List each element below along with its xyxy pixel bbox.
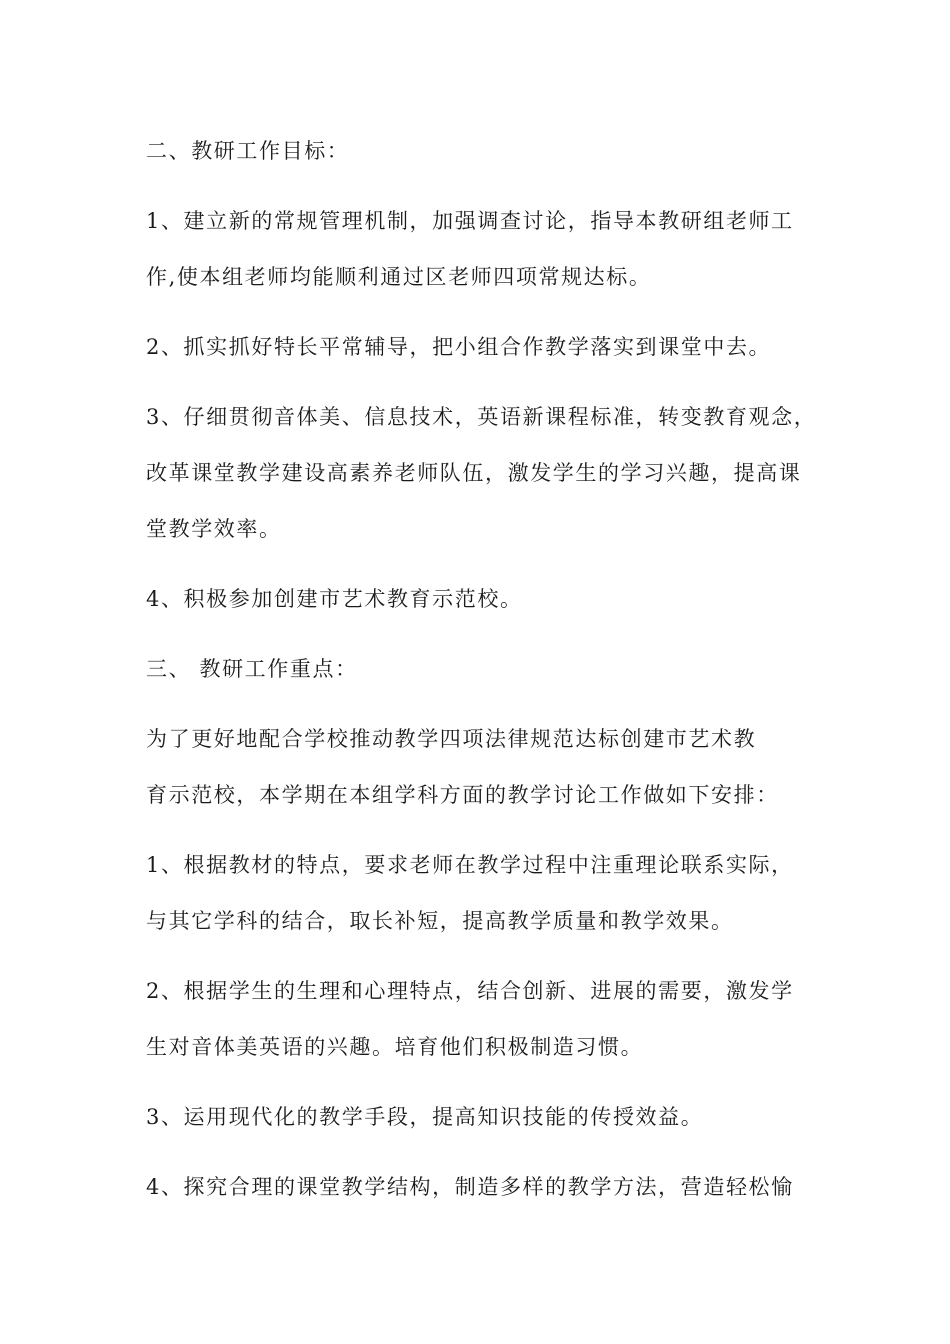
paragraph-line: 堂教学效率。 <box>146 517 282 541</box>
paragraph-line: 育示范校，本学期在本组学科方面的教学讨论工作做如下安排： <box>146 783 779 807</box>
paragraph-line: 1、建立新的常规管理机制，加强调查讨论，指导本教研组老师工 <box>146 209 794 233</box>
paragraph-line: 3、运用现代化的教学手段，提高知识技能的传授效益。 <box>146 1105 704 1129</box>
paragraph-line: 3、仔细贯彻音体美、信息技术，英语新课程标准，转变教育观念， <box>146 405 817 429</box>
paragraph-line: 与其它学科的结合，取长补短，提高教学质量和教学效果。 <box>146 909 734 933</box>
section-heading-goals: 二、教研工作目标： <box>146 139 350 163</box>
paragraph-line: 作,使本组老师均能顺利通过区老师四项常规达标。 <box>146 265 652 289</box>
paragraph-line: 4、探究合理的课堂教学结构，制造多样的教学方法，营造轻松愉 <box>146 1175 794 1199</box>
paragraph-line: 2、抓实抓好特长平常辅导，把小组合作教学落实到课堂中去。 <box>146 335 772 359</box>
paragraph-line: 为了更好地配合学校推动教学四项法律规范达标创建市艺术教 <box>146 727 757 751</box>
paragraph-line: 1、根据教材的特点，要求老师在教学过程中注重理论联系实际， <box>146 853 794 877</box>
paragraph-line: 生对音体美英语的兴趣。培育他们积极制造习惯。 <box>146 1035 644 1059</box>
paragraph-line: 改革课堂教学建设高素养老师队伍，激发学生的学习兴趣，提高课 <box>146 461 802 485</box>
paragraph-line: 4、积极参加创建市艺术教育示范校。 <box>146 587 523 611</box>
paragraph-line: 2、根据学生的生理和心理特点，结合创新、进展的需要，激发学 <box>146 979 794 1003</box>
section-heading-focus: 三、 教研工作重点： <box>146 657 358 681</box>
